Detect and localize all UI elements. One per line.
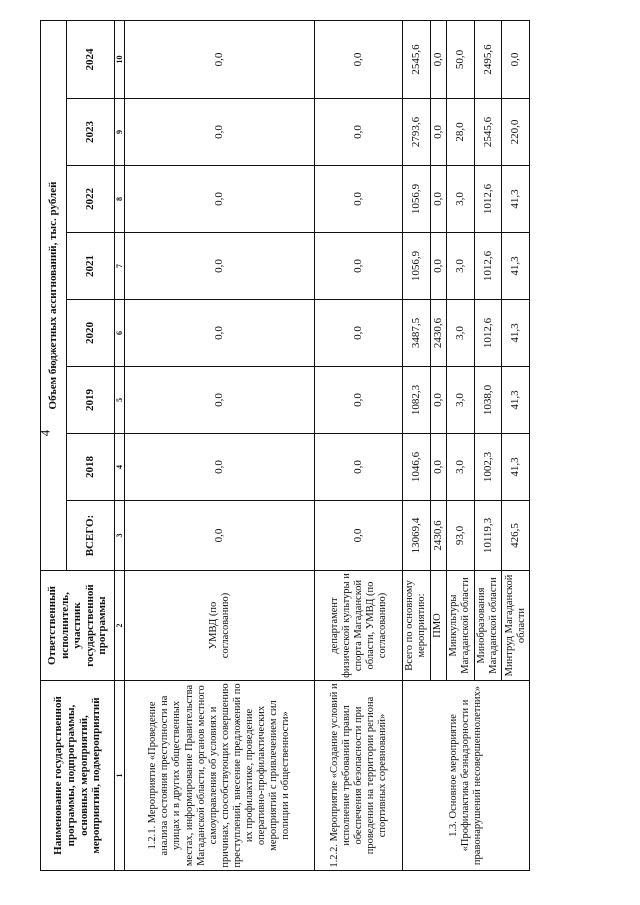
cell-value: 0,0 [430, 434, 446, 501]
table-row [315, 20, 403, 870]
cell-value: 2793,6 [403, 99, 431, 166]
cell-value: 2495,6 [474, 20, 502, 98]
cell-value: 41,3 [502, 233, 530, 300]
cell-value: 1012,6 [474, 166, 502, 233]
table-row [403, 20, 431, 870]
cell-value: 41,3 [502, 434, 530, 501]
cell-value: 0,0 [315, 300, 403, 367]
header-year: 2021 [67, 233, 115, 300]
row-responsible: Минкультуры Магаданской области [446, 571, 474, 681]
cell-value: 3487,5 [403, 300, 431, 367]
header-year: 2019 [67, 367, 115, 434]
cell-value: 1002,3 [474, 434, 502, 501]
cell-value: 3,0 [446, 166, 474, 233]
cell-value: 0,0 [430, 20, 446, 98]
column-index: 4 [115, 434, 125, 501]
cell-value: 0,0 [315, 367, 403, 434]
cell-value: 0,0 [125, 434, 315, 501]
cell-value: 1012,6 [474, 300, 502, 367]
row-name: 1.2.1. Мероприятие «Проведение анализа состояния преступности на улицах и в других общественных местах, информирование Правительства Магаданской области, органов местного самоуправления об условиях и причинах, способствующих совершению преступлений, внесение предложений по их профилактике, проведение оперативно-профилактических мероприятий с привлечением сил полиции и общественности» [125, 681, 315, 871]
cell-value: 1046,6 [403, 434, 431, 501]
header-year: 2018 [67, 434, 115, 501]
cell-value: 0,0 [125, 20, 315, 98]
header-year: 2022 [67, 166, 115, 233]
cell-value: 2430,6 [430, 501, 446, 571]
cell-value: 3,0 [446, 367, 474, 434]
cell-value: 13069,4 [403, 501, 431, 571]
row-responsible: Минобразования Магаданской области [474, 571, 502, 681]
cell-value: 28,0 [446, 99, 474, 166]
header-year: 2023 [67, 99, 115, 166]
column-index: 5 [115, 367, 125, 434]
cell-value: 3,0 [446, 233, 474, 300]
column-index: 10 [115, 20, 125, 98]
cell-value: 0,0 [430, 233, 446, 300]
column-index: 8 [115, 166, 125, 233]
cell-value: 0,0 [315, 233, 403, 300]
cell-value: 220,0 [502, 99, 530, 166]
cell-value: 0,0 [502, 20, 530, 98]
cell-value: 0,0 [315, 501, 403, 571]
column-index: 3 [115, 501, 125, 571]
cell-value: 0,0 [125, 233, 315, 300]
row-responsible: ПМО [430, 571, 446, 681]
row-responsible: Минтруд Магаданской области [502, 571, 530, 681]
header-year: 2024 [67, 20, 115, 98]
column-index: 7 [115, 233, 125, 300]
cell-value: 2430,6 [430, 300, 446, 367]
cell-value: 41,3 [502, 367, 530, 434]
page-number: 4 [37, 429, 53, 437]
row-name: 1.2.2. Мероприятие «Создание условий и исполнение требований правил обеспечения безопасности при проведении на территории региона спортивных соревнований» [315, 681, 403, 871]
budget-table [40, 20, 530, 871]
cell-value: 2545,6 [474, 99, 502, 166]
column-index: 1 [115, 681, 125, 871]
cell-value: 1056,9 [403, 166, 431, 233]
cell-value: 0,0 [125, 501, 315, 571]
cell-value: 0,0 [430, 367, 446, 434]
header-volume: Объем бюджетных ассигнований, тыс. рублей [41, 20, 67, 570]
cell-value: 41,3 [502, 166, 530, 233]
row-responsible: Всего по основному мероприятию: [403, 571, 431, 681]
header-responsible: Ответственный исполнитель, участник государственной программы [41, 571, 115, 681]
group-name: 1.3. Основное мероприятие «Профилактика безнадзорности и правонарушений несовершеннолетних» [403, 681, 530, 871]
cell-value: 0,0 [125, 300, 315, 367]
cell-value: 0,0 [125, 367, 315, 434]
cell-value: 1012,6 [474, 233, 502, 300]
rotated-page [40, 31, 530, 871]
cell-value: 3,0 [446, 300, 474, 367]
column-index: 6 [115, 300, 125, 367]
cell-value: 426,5 [502, 501, 530, 571]
column-index: 9 [115, 99, 125, 166]
cell-value: 93,0 [446, 501, 474, 571]
cell-value: 3,0 [446, 434, 474, 501]
cell-value: 0,0 [315, 99, 403, 166]
cell-value: 10119,3 [474, 501, 502, 571]
cell-value: 0,0 [430, 99, 446, 166]
cell-value: 0,0 [315, 434, 403, 501]
cell-value: 0,0 [315, 20, 403, 98]
row-responsible: департамент физической культуры и спорта Магаданской области, УМВД (по согласованию) [315, 571, 403, 681]
cell-value: 0,0 [430, 166, 446, 233]
column-index: 2 [115, 571, 125, 681]
cell-value: 0,0 [125, 99, 315, 166]
cell-value: 0,0 [315, 166, 403, 233]
cell-value: 2545,6 [403, 20, 431, 98]
cell-value: 1082,3 [403, 367, 431, 434]
cell-value: 1056,9 [403, 233, 431, 300]
cell-value: 50,0 [446, 20, 474, 98]
table-row [125, 20, 315, 870]
header-year: 2020 [67, 300, 115, 367]
cell-value: 1038,0 [474, 367, 502, 434]
header-total: ВСЕГО: [67, 501, 115, 571]
cell-value: 0,0 [125, 166, 315, 233]
cell-value: 41,3 [502, 300, 530, 367]
row-responsible: УМВД (по согласованию) [125, 571, 315, 681]
header-name: Наименование государственной программы, подпрограммы, основных мероприятий, мероприятий, подмероприятий [41, 681, 115, 871]
